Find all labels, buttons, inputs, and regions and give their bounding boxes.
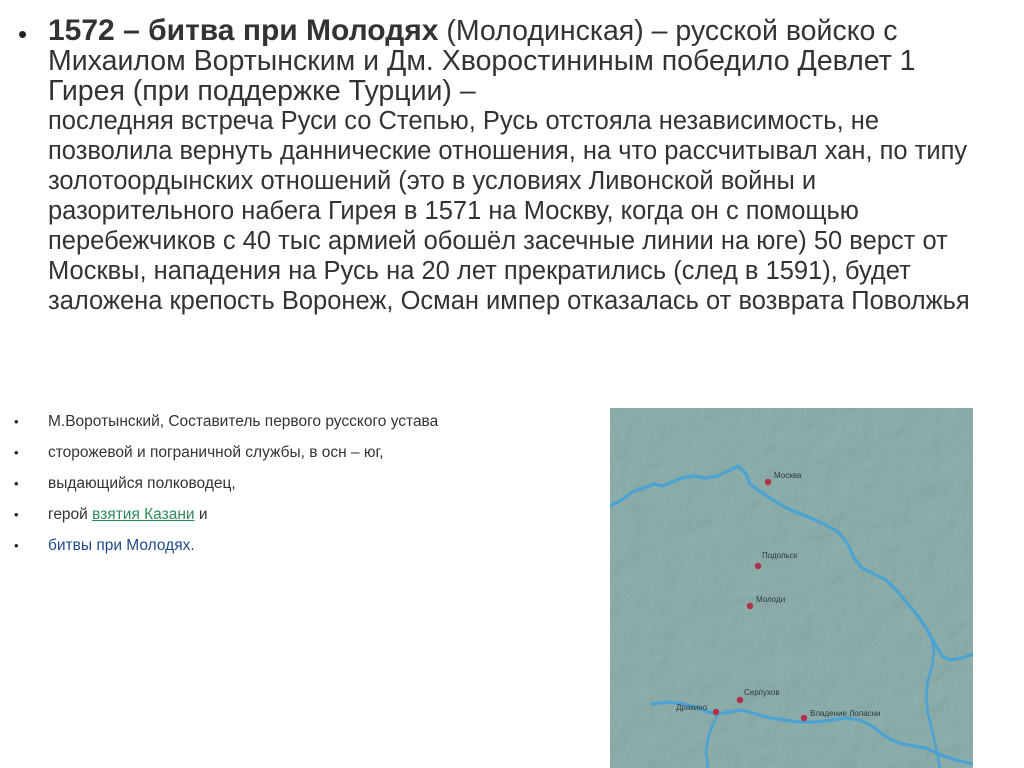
map-relief <box>610 408 973 768</box>
kazan-link[interactable]: взятия Казани <box>92 506 195 523</box>
city-label: Молоди <box>756 595 786 604</box>
city-label: Москва <box>774 471 802 480</box>
main-paragraph <box>48 16 998 316</box>
city-marker <box>737 697 743 703</box>
main-bullet-point <box>18 16 1008 316</box>
bullet-marker: • <box>14 445 19 460</box>
city-marker <box>713 709 719 715</box>
list-item <box>14 505 594 536</box>
city-label: Владение Лопасни <box>810 709 881 718</box>
city-label: Дракино <box>676 703 708 712</box>
list-item-text <box>48 505 208 525</box>
list-item <box>14 443 594 474</box>
battle-description: последняя встреча Руси со Степью, Русь отстояла независимость, не позволила вернуть даннические отношения, на что рассчитывал хан, по типу золотоордынских отношений (это в условиях Ливонской войны и разорительного набега Гирея в 1571 на Москву, когда он с помощью перебежчиков с 40 тыс армией обошёл засечные линии на юге) 50 верст от Москвы, нападения на Русь на 20 лет прекратились (след в 1591), будет заложена крепость Воронеж, Осман импер отказалась от возврата Поволжья <box>48 107 970 315</box>
city-label: Серпухов <box>744 688 780 697</box>
list-item-text: выдающийся полководец, <box>48 475 236 492</box>
bullet-marker: • <box>14 507 19 522</box>
city-marker <box>765 479 771 485</box>
bullet-marker: • <box>14 538 19 553</box>
list-item-suffix: и <box>194 506 208 523</box>
city-label: Подольск <box>762 551 798 560</box>
bullet-marker: • <box>18 19 28 49</box>
battle-map <box>610 408 973 768</box>
city-marker <box>747 603 753 609</box>
molodi-battle-link[interactable]: битвы при Молодях <box>48 537 191 554</box>
bullet-marker: • <box>14 414 19 429</box>
battle-intro: (Молодинская) – русской войско с Михаилом Вортынским и Дм. Хворостининым победило Девлет 1 Гирея (при поддержке Турции) – <box>48 15 916 107</box>
map-graphic <box>610 408 973 768</box>
sub-bullet-list <box>14 412 594 567</box>
list-item-text <box>48 536 195 556</box>
list-item <box>14 536 594 567</box>
list-item-prefix: герой <box>48 506 93 523</box>
city-marker <box>755 563 761 569</box>
battle-title: 1572 – битва при Молодях <box>48 14 439 47</box>
list-item <box>14 412 594 443</box>
list-item <box>14 474 594 505</box>
list-item-text: сторожевой и пограничной службы, в осн – юг, <box>48 444 384 461</box>
city-marker <box>801 715 807 721</box>
bullet-marker: • <box>14 476 19 491</box>
list-item-text: М.Воротынский, Составитель первого русского устава <box>48 413 439 430</box>
list-item-suffix: . <box>190 537 195 554</box>
